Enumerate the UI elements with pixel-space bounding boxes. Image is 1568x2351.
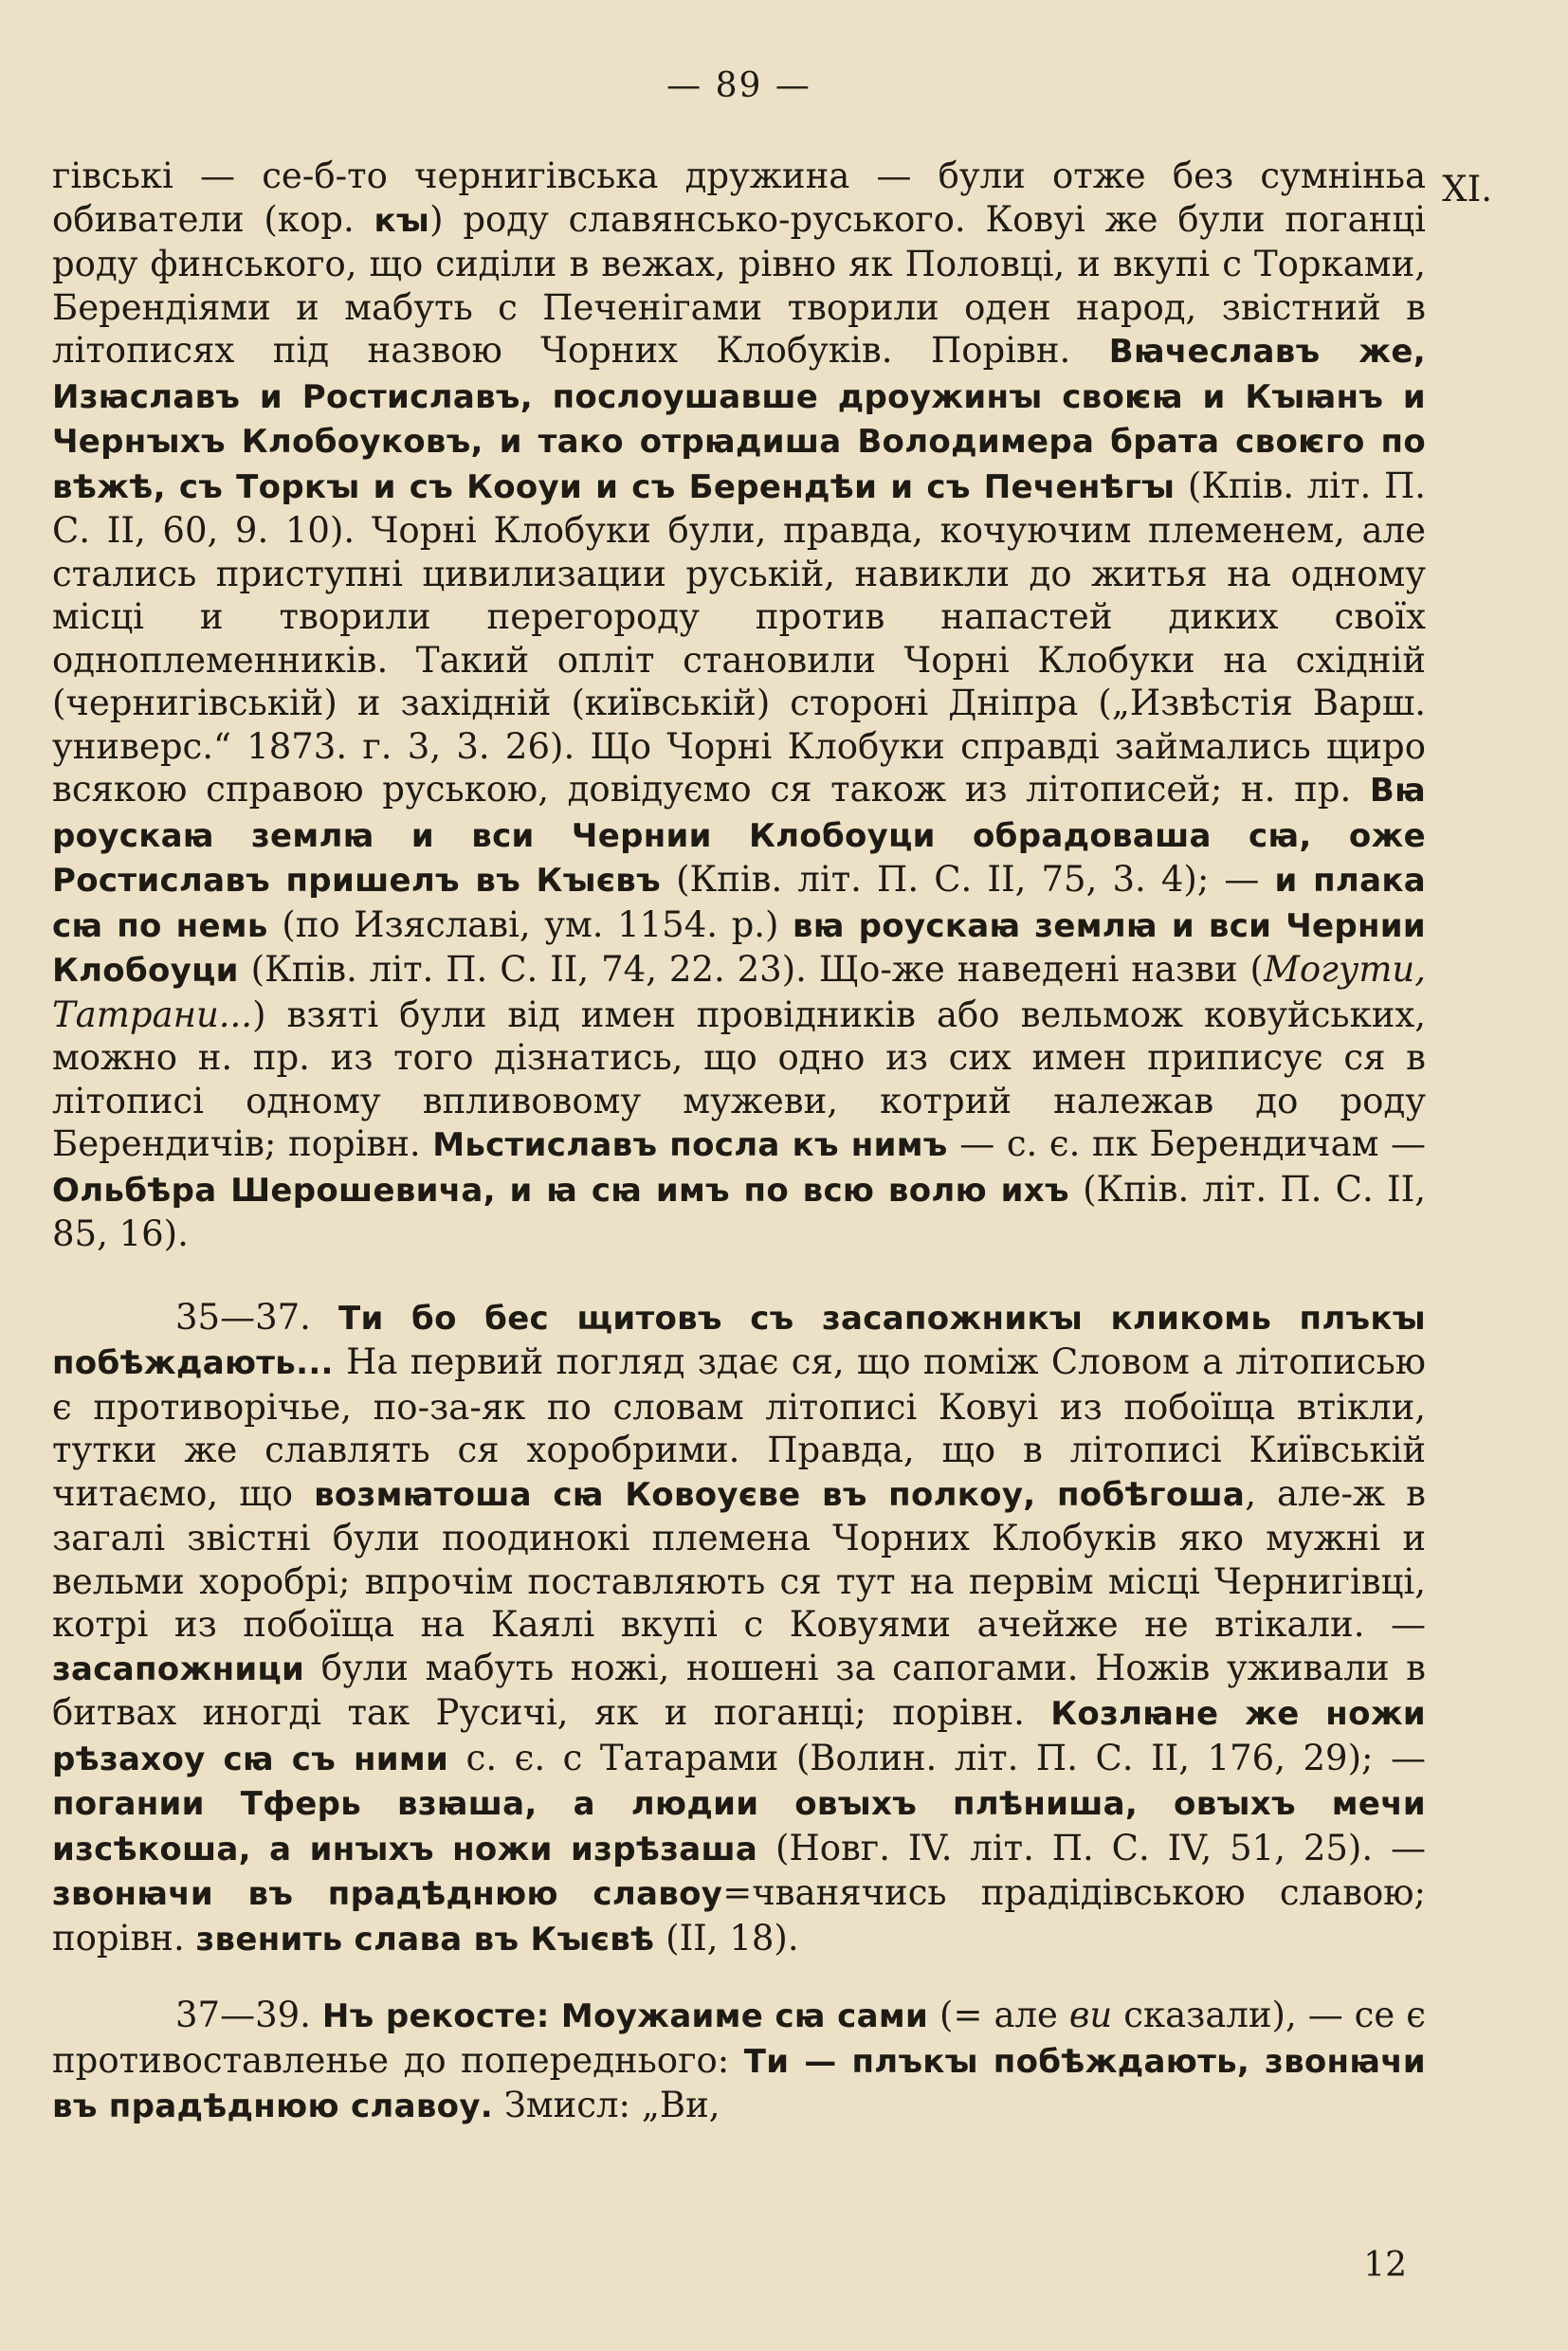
- text-run: На первий погляд здає ся, що поміж Словом а літописью є противорічье, по-за-як по словам літописі Ковуі из побоїща втікли, тутки же славлять ся хоробрими. Правда, що в літописі Київській читаємо, що: [52, 1341, 1426, 1514]
- old-church-slavonic-quote: Ти — плъкꙑ побѣждають, звонꙗчи въ прадѣднюю славоу.: [52, 2042, 1426, 2125]
- text-run: , але-ж в загалі звістні були поодинокі племена Чорних Клобуків яко мужні и вельми хоробрі; впрочім поставляють ся тут на первім місці Чернигівці, котрі из побоїща на Каялі вкупі с Ковуями ачейже не втікали. —: [52, 1472, 1426, 1645]
- italic-word: ви: [1068, 1995, 1113, 2035]
- text-run: (по Изяславі, ум. 1154. р.): [267, 903, 793, 945]
- text-run: (Новг. IV. літ. П. С. IV, 51, 25). —: [757, 1827, 1426, 1868]
- verse-reference: 35—37.: [175, 1296, 338, 1338]
- section-marker: XI.: [1442, 169, 1492, 210]
- old-church-slavonic-quote: Козлꙗне же ножи рѣзахоу сꙗ съ ними: [52, 1695, 1426, 1778]
- italic-names: Могути, Татрани...: [52, 949, 1426, 1035]
- text-run: — с. є. пк Берендичам —: [947, 1123, 1426, 1164]
- old-church-slavonic-quote: и плака сꙗ по немь: [52, 862, 1427, 945]
- old-church-slavonic-quote: Ти бо бес щитовъ съ засапожникꙑ кликомь плъкꙑ побѣждають...: [52, 1299, 1426, 1382]
- old-church-slavonic-quote: засапожници: [52, 1649, 305, 1688]
- old-church-slavonic-quote: кꙑ: [374, 201, 430, 240]
- old-church-slavonic-quote: Мьстиславъ посла къ нимъ: [432, 1126, 948, 1164]
- text-run: (= але: [928, 1995, 1069, 2035]
- paragraph-1: [52, 155, 1426, 1256]
- verse-reference: 37—39.: [175, 1995, 322, 2035]
- old-church-slavonic-quote: Вꙗчеславъ же, Изꙗславъ и Ростиславъ, послоушавше дроужинꙑ своѥꙗ и Кꙑꙗнъ и Чернꙑхъ Клобоуковъ, и тако отрꙗдиша Володимера брата своѥго по вѣжѣ, съ Торкꙑ и съ Кооуи и съ Берендѣи и съ Печенѣгꙑ: [52, 333, 1426, 506]
- text-run: с. є. с Татарами (Волин. літ. П. С. II, 176, 29); —: [448, 1737, 1426, 1778]
- old-church-slavonic-quote: Нъ рекосте: Моужаиме сꙗ сами: [321, 1997, 929, 2035]
- old-church-slavonic-quote: возмꙗтоша сꙗ Ковоуєве въ полкоу, побѣгоша: [314, 1475, 1246, 1514]
- text-run: =чванячись прадідівською славою; порівн.: [52, 1872, 1426, 1959]
- text-run: сказали), — се є противоставленье до попереднього:: [52, 1995, 1426, 2081]
- text-run: були мабуть ножі, ношені за сапогами. Ножів уживали в битвах иногді так Русичі, як и поганці; порівн.: [52, 1647, 1426, 1733]
- text-run: ) роду славянсько-руського. Ковуі же були поганці роду финського, що сиділи в вежах, рівно як Половці, и вкупі с Торками, Берендіями и мабуть с Печенігами творили оден народ, звістний в літописях під назвою Чорних Клобуків. Порівн.: [52, 198, 1426, 371]
- text-run: (Кпів. літ. П. С. II, 74, 22. 23). Що-же наведені назви (: [238, 949, 1264, 990]
- text-run: (Кпів. літ. П. С. II, 75, 3. 4); —: [660, 859, 1275, 900]
- old-church-slavonic-quote: погании Тферь взꙗша, а людии овꙑхъ плѣниша, овꙑхъ мечи изсѣкоша, а инꙑхъ ножи изрѣзаша: [52, 1785, 1426, 1868]
- signature-mark: 12: [1363, 2246, 1407, 2285]
- page-number: — 89 —: [666, 66, 811, 105]
- old-church-slavonic-quote: вꙗ роускаꙗ землꙗ и вси Чернии Клобоуци: [52, 906, 1427, 990]
- text-run: (Кпів. літ. П. С. II, 60, 9. 10). Чорні Клобуки були, правда, кочуючим племенем, але сталиcь приступні цивилизации руській, навикли до житья на одному місці и творили перегороду против напастей диких своїх одноплеменників. Такий опліт становили Чорні Клобуки на східній (чернигівській) и західній (київській) стороні Дніпра („Извѣстія Варш. универс.“ 1873. г. 3, 3. 26). Що Чорні Клобуки справді займались щиро всякою справою руською, довідуємо ся також из літописей; н. пр.: [52, 465, 1426, 810]
- text-run: гівські — се-б-то чернигівська дружина — були отже без сумніньа обиватели (кор.: [52, 155, 1426, 240]
- text-run: (II, 18).: [654, 1917, 799, 1959]
- paragraph-3: [52, 1994, 1426, 2129]
- old-church-slavonic-quote: Вꙗ роускаꙗ землꙗ и вси Чернии Клобоуци обрадоваша сꙗ, оже Ростиславъ пришелъ въ Кꙑєвъ: [52, 772, 1426, 900]
- old-church-slavonic-quote: Ольбѣра Шерошевича, и ꙗ сꙗ имъ по всю волю ихъ: [52, 1171, 1069, 1210]
- text-run: (Кпів. літ. П. С. II, 85, 16).: [52, 1168, 1427, 1254]
- paragraph-2: [52, 1296, 1426, 1962]
- old-church-slavonic-quote: звонꙗчи въ прадѣднюю славоу: [52, 1875, 723, 1913]
- text-run: ) взяті були від имен провідників або вельмож ковуйських, можно н. пр. из того дізнатись, що одно из сих имен приписує ся в літописі одному впливовому мужеви, котрий належав до роду Берендичів; порівн.: [52, 993, 1426, 1164]
- text-run: Змисл: „Ви,: [493, 2085, 720, 2125]
- old-church-slavonic-quote: звенить слава въ Кꙑєвѣ: [195, 1920, 655, 1959]
